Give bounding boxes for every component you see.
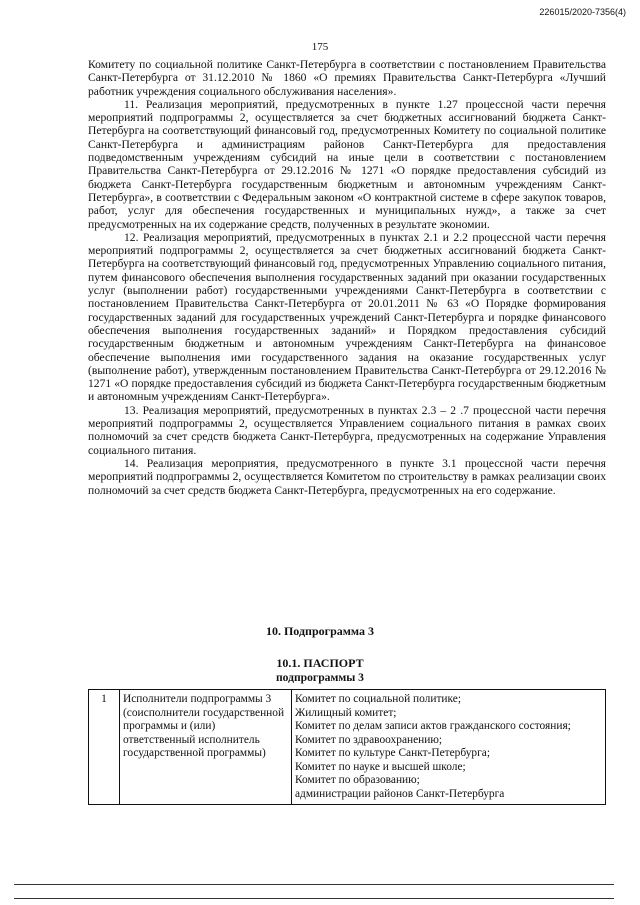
passport-table (88, 689, 606, 805)
paragraph-11: 11. Реализация мероприятий, предусмотренных в пункте 1.27 процессной части перечня мероприятий подпрограммы 2, осуществляется за счет бюджетных ассигнований бюджета Санкт-Петербурга на соответствующий финансовый год, предусмотренных Комитету по социальной политике Санкт-Петербурга и администрациям районов Санкт-Петербурга для предоставления подведомственным учреждениям субсидий на иные цели в соответствии с постановлением Правительства Санкт-Петербурга от 29.12.2016 № 1271 «О порядке предоставления субсидий из бюджета Санкт-Петербурга государственным бюджетным и автономным учреждениям Санкт-Петербурга», в соответствии с Федеральным законом «О контрактной системе в сфере закупок товаров, работ, услуг для обеспечения государственных и муниципальных нужд», а также за счет предусмотренных на их содержание средств, полученных в результате экономии. (88, 97, 606, 231)
label-cell: Исполнители подпрограммы 3 (соисполнители государственной программы и (или) ответственный исполнитель государственной программы) (120, 690, 292, 805)
executor-item: Комитет по социальной политике; (295, 693, 461, 705)
row-number-cell: 1 (89, 690, 120, 805)
executor-item: Комитет по науке и высшей школе; (295, 760, 466, 773)
footer-divider (14, 898, 614, 899)
paragraph-12: 12. Реализация мероприятий, предусмотренных в пунктах 2.1 и 2.2 процессной части перечня мероприятий подпрограммы 2, осуществляется за счет бюджетных ассигнований бюджета Санкт-Петербурга на соответствующий финансовый год, предусмотренных Управлению социального питания, путем финансового обеспечения выполнения государственных заданий при оказании государственных услуг (выполнении работ) государственными учреждениями Санкт-Петербурга в соответствии с постановлением Правительства Санкт-Петербурга от 20.01.2011 № 63 «О Порядке формирования государственных заданий для государственных учреждений Санкт-Петербурга и порядке финансового обеспечения выполнения государственных заданий» и Порядком предоставления субсидий государственным бюджетным и автономным учреждениям Санкт-Петербурга на финансовое обеспечение выполнения ими государственного задания на оказание государственных услуг (выполнение работ), утвержденным постановлением Правительства Санкт-Петербурга от 29.12.2016 № 1271 «О порядке предоставления субсидий из бюджета Санкт-Петербурга государственным бюджетным и автономным учреждениям Санкт-Петербурга». (88, 230, 606, 404)
section-title: 10. Подпрограмма 3 (265, 624, 375, 638)
paragraph-13: 13. Реализация мероприятий, предусмотренных в пунктах 2.3 – 2 .7 процессной части перечня мероприятий подпрограммы 2, осуществляется Управлением социального питания в рамках своих полномочий за счет средств бюджета Санкт-Петербурга, предусмотренных на содержание Управления социального питания. (88, 403, 606, 457)
executor-item: Комитет по образованию; (295, 774, 420, 786)
paragraph-14: 14. Реализация мероприятия, предусмотренного в пункте 3.1 процессной части перечня мероприятий подпрограммы 2, осуществляется Комитетом по строительству в рамках реализации своих полномочий за счет средств бюджета Санкт-Петербурга, предусмотренных на его содержание. (88, 456, 606, 497)
executor-item: Комитет по культуре Санкт-Петербурга; (295, 747, 491, 759)
footer-divider (14, 884, 614, 885)
passport-subtitle: подпрограммы 3 (276, 671, 364, 684)
paragraph-continuation: Комитету по социальной политике Санкт-Петербурга в соответствии с постановлением Правительства Санкт-Петербурга от 31.12.2010 № 1860 «О премиях Правительства Санкт-Петербурга «Лучший работник учреждения социального обслуживания населения». (88, 58, 606, 98)
executors-cell (292, 690, 606, 805)
executor-item: Комитет по здравоохранению; (295, 733, 443, 746)
document-body (88, 58, 606, 497)
page-number: 175 (311, 41, 329, 53)
table-row (89, 690, 606, 805)
executor-item: Комитет по делам записи актов гражданского состояния; (295, 720, 571, 732)
document-number: 226015/2020-7356(4) (539, 7, 626, 17)
executor-item: Жилищный комитет; (295, 706, 397, 719)
executor-item: администрации районов Санкт-Петербурга (295, 787, 505, 800)
passport-title: 10.1. ПАСПОРТ (276, 656, 364, 670)
